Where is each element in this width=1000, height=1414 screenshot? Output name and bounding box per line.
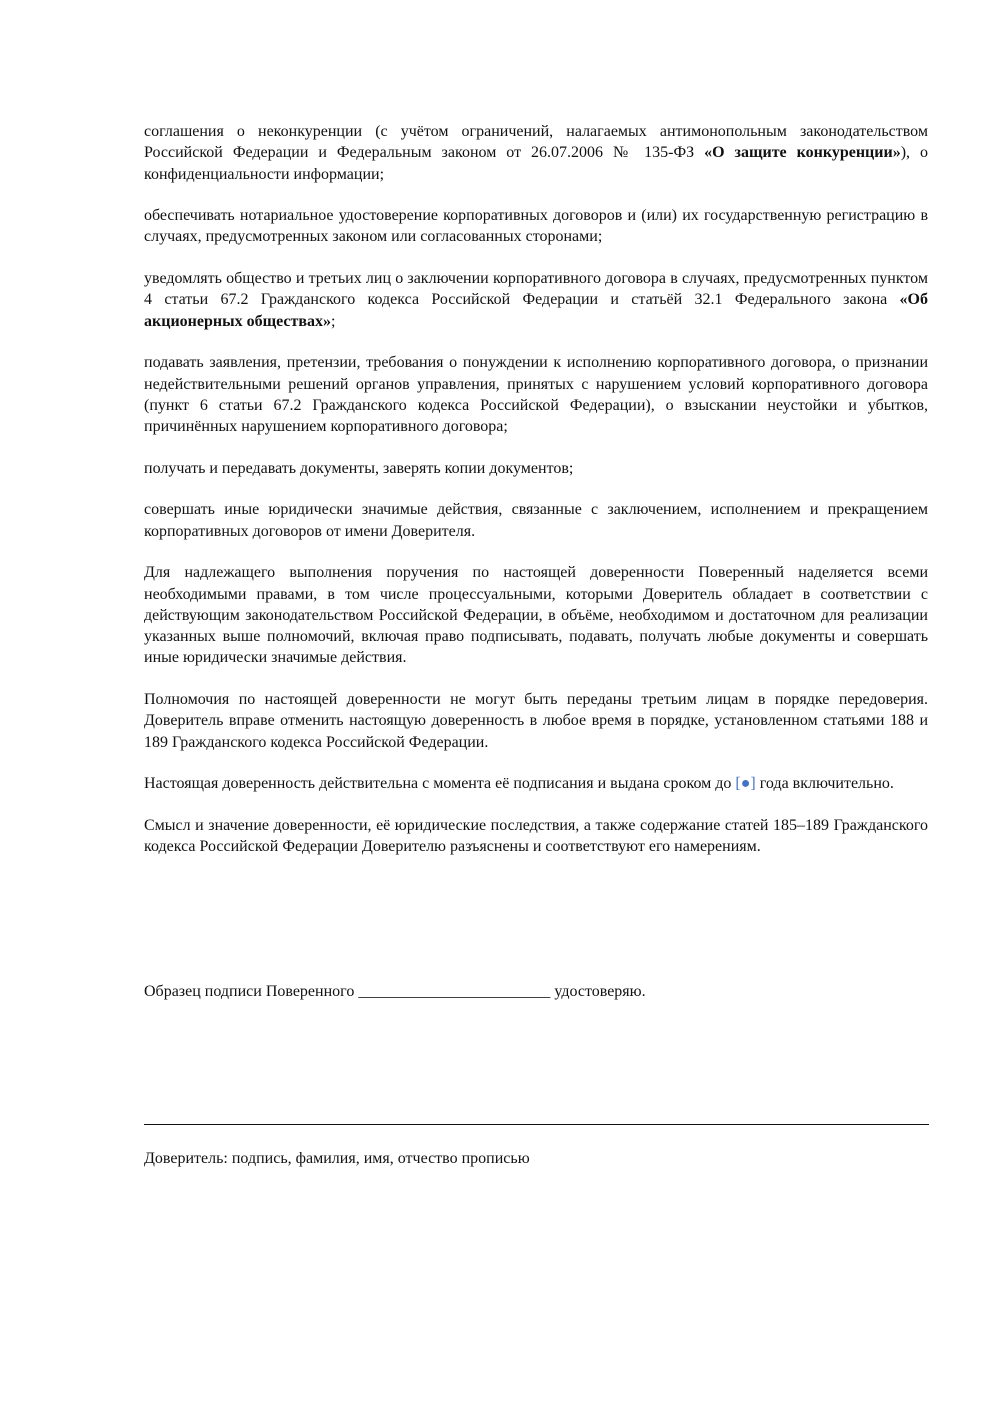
paragraph-rights: Для надлежащего выполнения поручения по настоящей доверенности Поверенный наделяется всеми необходимыми правами, в том числе процессуальными, которыми Доверитель обладает в соответствии с действующим законодательством Российской Федерации, в объёме, необходимом и достаточном для реализации указанных выше полномочий, включая право подписывать, подавать, получать любые документы и совершать иные юридически значимые действия. <box>144 564 928 667</box>
paragraph-acknowledgement: Смысл и значение доверенности, её юридические последствия, а также содержание статей 185–189 Гражданского кодекса Российской Федерации Доверителю разъяснены и соответствуют его намерениям. <box>144 816 928 856</box>
paragraph-validity <box>144 773 928 794</box>
signature-rule <box>144 1124 929 1125</box>
paragraph-notarization: обеспечивать нотариальное удостоверение корпоративных договоров и (или) их государственную регистрацию в случаях, предусмотренных законом или согласованных сторонами; <box>144 207 928 246</box>
paragraph-documents: получать и передавать документы, заверять копии документов; <box>144 459 574 477</box>
paragraph-claims: подавать заявления, претензии, требования о понуждении к исполнению корпоративного договора, о признании недействительными решений органов управления, принятых с нарушением условий корпоративного договора (пункт 6 статьи 67.2 Гражданского кодекса Российской Федерации), о взыскании неустойки и убытков, причинённых нарушением корпоративного договора; <box>144 354 928 436</box>
paragraph-text: года включительно. <box>755 775 894 793</box>
paragraph-non-compete <box>144 121 928 185</box>
document-body <box>144 121 928 878</box>
principal-signature-caption: Доверитель: подпись, фамилия, имя, отчество прописью <box>144 1150 530 1167</box>
paragraph-no-subdelegation: Полномочия по настоящей доверенности не могут быть переданы третьим лицам в порядке передоверия. Доверитель вправе отменить настоящую доверенность в любое время в порядке, установленном статьями 188 и 189 Гражданского кодекса Российской Федерации. <box>144 691 928 751</box>
signature-sample-line: Образец подписи Поверенного ________________________ удостоверяю. <box>144 983 646 1000</box>
date-placeholder[interactable]: [●] <box>735 775 756 793</box>
law-title-competition: «О защите конкуренции» <box>704 144 901 162</box>
paragraph-notification <box>144 268 928 332</box>
paragraph-text: соглашения о неконкуренции (с учётом ограничений, налагаемых антимонопольным законодательством Российской Федерации и Федеральным законом от 26.07.2006 № 135-ФЗ <box>144 123 928 162</box>
paragraph-other-actions: совершать иные юридически значимые действия, связанные с заключением, исполнением и прекращением корпоративных договоров от имени Доверителя. <box>144 501 928 540</box>
paragraph-text: Настоящая доверенность действительна с момента её подписания и выдана сроком до <box>144 775 736 793</box>
paragraph-text: ), о конфиденциальности информации; <box>144 144 929 183</box>
paragraph-text: уведомлять общество и третьих лиц о заключении корпоративного договора в случаях, предусмотренных пунктом 4 статьи 67.2 Гражданского кодекса Российской Федерации и статьёй 32.1 Федерального закона <box>144 270 928 309</box>
law-title-joint-stock: «Об акционерных обществах» <box>144 291 928 330</box>
paragraph-text: ; <box>331 312 336 330</box>
